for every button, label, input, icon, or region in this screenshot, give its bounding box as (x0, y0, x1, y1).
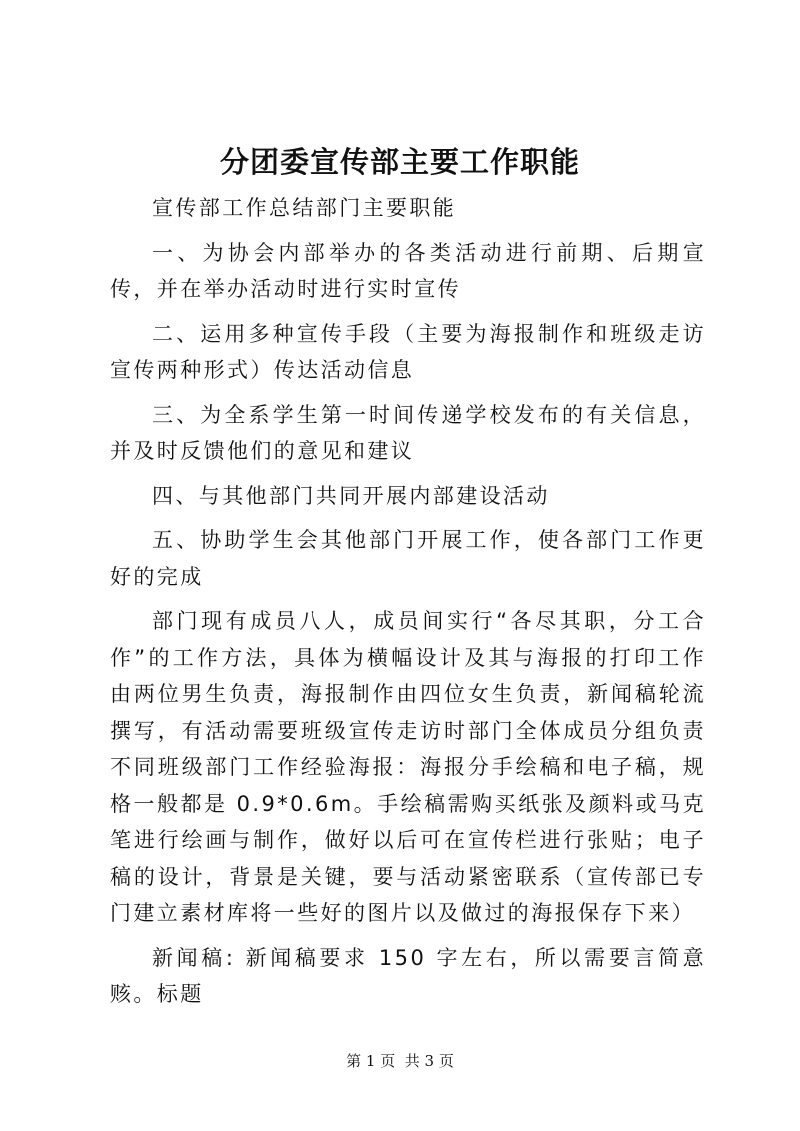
paragraph-duty-2: 二、运用多种宣传手段（主要为海报制作和班级走访宣传两种形式）传达活动信息 (110, 321, 706, 382)
document-body (110, 190, 706, 1021)
paragraph-members: 部门现有成员八人，成员间实行“各尽其职，分工合作”的工作方法，具体为横幅设计及其与海报的打印工作由两位男生负责，海报制作由四位女生负责，新闻稿轮流撰写，有活动需要班级宣传走访时部门全体成员分组负责不同班级部门工作经验海报：海报分手绘稿和电子稿，规格一般都是 0.9*0.6m。手绘稿需购买纸张及颜料或马克笔进行绘画与制作，做好以后可在宣传栏进行张贴；电子稿的设计，背景是关键，要与活动紧密联系（宣传部已专门建立素材库将一些好的图片以及做过的海报保存下来） (110, 609, 706, 925)
page-footer (0, 1050, 800, 1071)
page-number-label: 第 1 页 共 3 页 (346, 1052, 454, 1070)
paragraph-subtitle: 宣传部工作总结部门主要职能 (152, 196, 457, 220)
paragraph-duty-5: 五、协助学生会其他部门开展工作，使各部门工作更好的完成 (110, 528, 706, 589)
paragraph-duty-1: 一、为协会内部举办的各类活动进行前期、后期宣传，并在举办活动时进行实时宣传 (110, 240, 706, 301)
paragraph-news: 新闻稿: 新闻稿要求 150 字左右，所以需要言简意赅。标题 (110, 945, 706, 1006)
document-title: 分团委宣传部主要工作职能 (219, 145, 580, 179)
paragraph-duty-4: 四、与其他部门共同开展内部建设活动 (152, 483, 550, 508)
paragraph-duty-3: 三、为全系学生第一时间传递学校发布的有关信息，并及时反馈他们的意见和建议 (110, 402, 706, 463)
